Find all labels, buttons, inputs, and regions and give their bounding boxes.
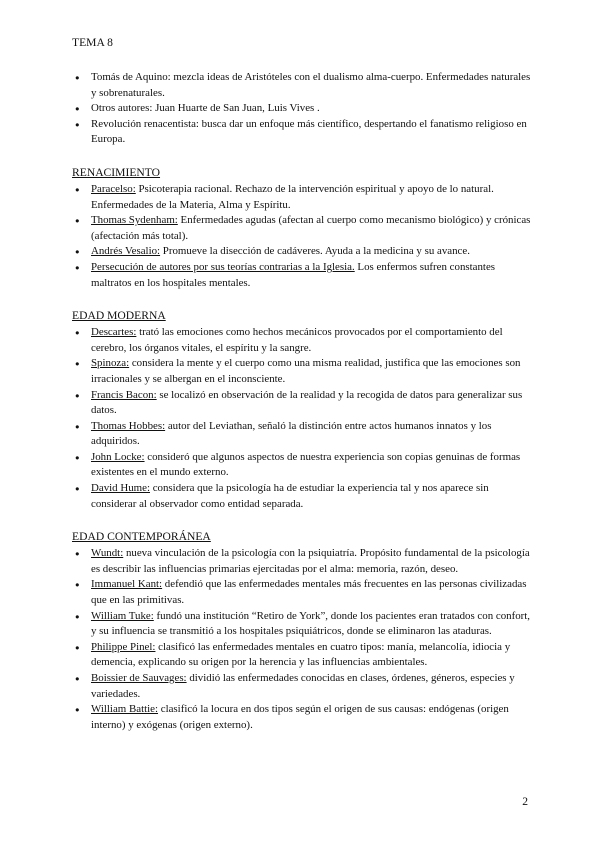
- author-name: Thomas Hobbes:: [91, 419, 166, 432]
- list-item: [72, 671, 532, 702]
- author-name: Andrés Vesalio:: [91, 245, 161, 258]
- document-body: [72, 70, 532, 750]
- author-name: Thomas Sydenham:: [91, 214, 178, 227]
- list-item: [72, 481, 532, 512]
- author-name: Francis Bacon:: [91, 388, 157, 401]
- section-edad-contemporanea: [72, 529, 532, 733]
- item-text: se localizó en observación de la realidad y la recogida de datos para generalizar sus datos.: [91, 388, 523, 417]
- list-item: [72, 260, 532, 291]
- author-name: John Locke:: [91, 450, 145, 463]
- item-text: Los enfermos sufren constantes maltratos en los hospitales mentales.: [91, 260, 496, 289]
- author-name: William Battie:: [91, 703, 159, 716]
- intro-list: [72, 70, 532, 148]
- section-heading: EDAD MODERNA: [72, 309, 166, 323]
- item-text: consideró que algunos aspectos de nuestra experiencia son copias genuinas de formas existentes en el mundo externo.: [91, 450, 521, 479]
- author-name: Persecución de autores por sus teorías contrarias a la Iglesia.: [91, 260, 355, 273]
- author-name: Wundt:: [91, 547, 124, 560]
- section-heading: RENACIMIENTO: [72, 165, 161, 179]
- page-number: 2: [522, 795, 528, 808]
- list-item: [72, 182, 532, 213]
- item-text: Enfermedades agudas (afectan al cuerpo como mecanismo biológico) y crónicas (afectación más total).: [91, 214, 531, 242]
- item-text: clasificó la locura en dos tipos según el origen de sus causas: endógenas (origen interno) y exógenas (origen externo).: [91, 703, 509, 731]
- list-item: [72, 356, 532, 387]
- item-text: nueva vinculación de la psicología con la psiquiatría. Propósito fundamental de la psicología es describir las influencias primarias ejercitadas por el alma: memoria, razón, deseo.: [91, 547, 530, 575]
- item-text: trató las emociones como hechos mecánicos provocados por el comportamiento del cerebro, los órganos vitales, el espíritu y la sangre.: [91, 326, 503, 354]
- section-renacimiento: [72, 165, 532, 291]
- list-item: [72, 325, 532, 356]
- author-name: Boissier de Sauvages:: [91, 672, 187, 684]
- list-item: [72, 419, 532, 450]
- item-text: fundó una institución “Retiro de York”, donde los pacientes eran tratados con confort, y su influencia se transmitió a los hospitales psiquiátricos, donde se eliminaron las ataduras.: [91, 609, 531, 638]
- item-text: dividió las enfermedades conocidas en clases, órdenes, géneros, especies y variedades.: [91, 672, 515, 700]
- item-text: considera que la psicología ha de estudiar la experiencia tal y nos aparece sin considerar al observador como entidad separada.: [91, 482, 489, 510]
- author-name: William Tuke:: [91, 609, 154, 622]
- list-item: [72, 213, 532, 244]
- author-name: Paracelso:: [91, 182, 136, 195]
- section-edad-moderna: [72, 308, 532, 512]
- item-text: Promueve la disección de cadáveres. Ayuda a la medicina y su avance.: [160, 245, 470, 258]
- list-item: [72, 546, 532, 577]
- list-item: ● Tomás de Aquino: mezcla ideas de Aristóteles con el dualismo alma-cuerpo. Enfermedades naturales y sobrenaturales.: [72, 70, 532, 101]
- section-heading: EDAD CONTEMPORÁNEA: [72, 530, 211, 544]
- moderna-list: [72, 325, 532, 512]
- author-name: Philippe Pinel:: [91, 640, 156, 653]
- renacimiento-list: [72, 182, 532, 291]
- item-text: considera la mente y el cuerpo como una misma realidad, justifica que las emociones son irracionales y se albergan en el inconsciente.: [91, 357, 521, 385]
- item-text: autor del Leviathan, señaló la distinción entre actos humanos innatos y los adquiridos.: [91, 419, 492, 448]
- contemporanea-list: [72, 546, 532, 733]
- author-name: David Hume:: [91, 482, 150, 495]
- list-item: ● Otros autores: Juan Huarte de San Juan, Luis Vives .: [72, 101, 532, 117]
- list-item: ● Revolución renacentista: busca dar un enfoque más científico, despertando el fanatismo religioso en Europa.: [72, 117, 532, 148]
- list-item: [72, 702, 532, 733]
- list-item: [72, 450, 532, 481]
- item-text: defendió que las enfermedades mentales más frecuentes en las personas civilizadas que en las primitivas.: [91, 578, 527, 607]
- list-item: [72, 577, 532, 608]
- list-item: [72, 244, 532, 260]
- item-text: Psicoterapia racional. Rechazo de la intervención espiritual y apoyo de lo natural. Enfermedades de la Materia, Alma y Espíritu.: [91, 182, 494, 211]
- list-item: [72, 609, 532, 640]
- author-name: Spinoza:: [91, 357, 130, 370]
- item-text: clasificó las enfermedades mentales en cuatro tipos: manía, melancolía, idiocia y demencia, explicando su origen por la herencia y las influencias ambientales.: [91, 640, 511, 669]
- list-item: [72, 388, 532, 419]
- list-item: [72, 640, 532, 671]
- page-title: TEMA 8: [72, 36, 113, 49]
- author-name: Immanuel Kant:: [91, 578, 163, 591]
- author-name: Descartes:: [91, 326, 137, 339]
